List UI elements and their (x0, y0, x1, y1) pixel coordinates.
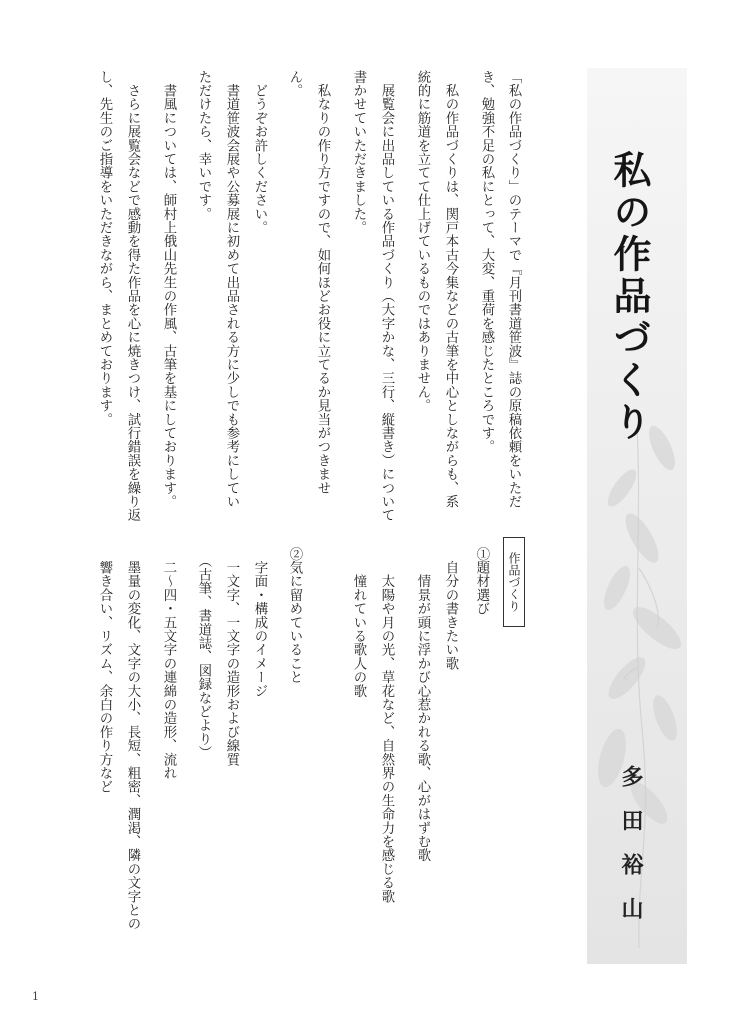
page-title: 私の作品づくり (607, 150, 652, 444)
essay-line: 書道笹波会展や公募展に初めて出品される方に少しでも参考にしてい (224, 70, 239, 509)
section-line: ②気に留めていること (287, 547, 302, 684)
section-line: 情景が頭に浮かび心惹かれる歌、心がはずむ歌 (415, 547, 430, 863)
section-line: ①題材選び (474, 547, 489, 616)
essay-line: 「私の作品づくり」のテーマで『月刊書道笹波』誌の原稿依頼をいただ (506, 70, 521, 509)
section-line: 二〜四・五文字の連綿の造形、流れ (161, 547, 176, 780)
section-line: 自分の書きたい歌 (443, 547, 458, 671)
essay-line: 統的に筋道を立てて仕上げているものではありません。 (415, 70, 430, 413)
essay-line: 展覧会に出品している作品づくり（大字かな、三行、縦書き）について (379, 70, 394, 523)
essay-line: どうぞお許しください。 (252, 70, 267, 235)
essay-line: ただけたら、幸いです。 (196, 70, 211, 221)
essay-line: ん。 (287, 70, 302, 98)
essay-line: さらに展覧会などで感動を得た作品を心に焼きつけ、試行錯誤を繰り返 (125, 70, 140, 523)
section-label-box: 作品づくり (503, 537, 525, 627)
section-line: 墨量の変化、文字の大小、長短、粗密、潤渇、隣の文字との (125, 547, 140, 931)
section-line: 字面・構成のイメージ (252, 547, 267, 698)
section-line: （古筆、書道誌、図録などより） (196, 547, 211, 760)
essay-line: 私の作品づくりは、関戸本古今集などの古筆を中心としながらも、系 (443, 70, 458, 509)
essay-line: き、勉強不足の私にとって、大変、重荷を感じたところです。 (479, 70, 494, 454)
section-line: 憧れている歌人の歌 (351, 547, 366, 698)
section-line: 太陽や月の光、草花など、自然界の生命力を感じる歌 (379, 547, 394, 904)
author-name: 多田裕山 (618, 765, 644, 941)
essay-line: し、先生のご指導をいただきながら、まとめております。 (97, 70, 112, 427)
section-line: 響き合い、リズム、余白の作り方など (97, 547, 112, 794)
essay-line: 書風については、師村上俄山先生の作風、古筆を基にしております。 (161, 70, 176, 509)
essay-line: 書かせていただきました。 (351, 70, 366, 235)
section-line: 一文字、一文字の造形および線質 (224, 547, 239, 767)
page-number: 1 (32, 990, 39, 1003)
essay-line: 私なりの作り方ですので、如何ほどお役に立てるか見当がつきませ (315, 70, 330, 495)
